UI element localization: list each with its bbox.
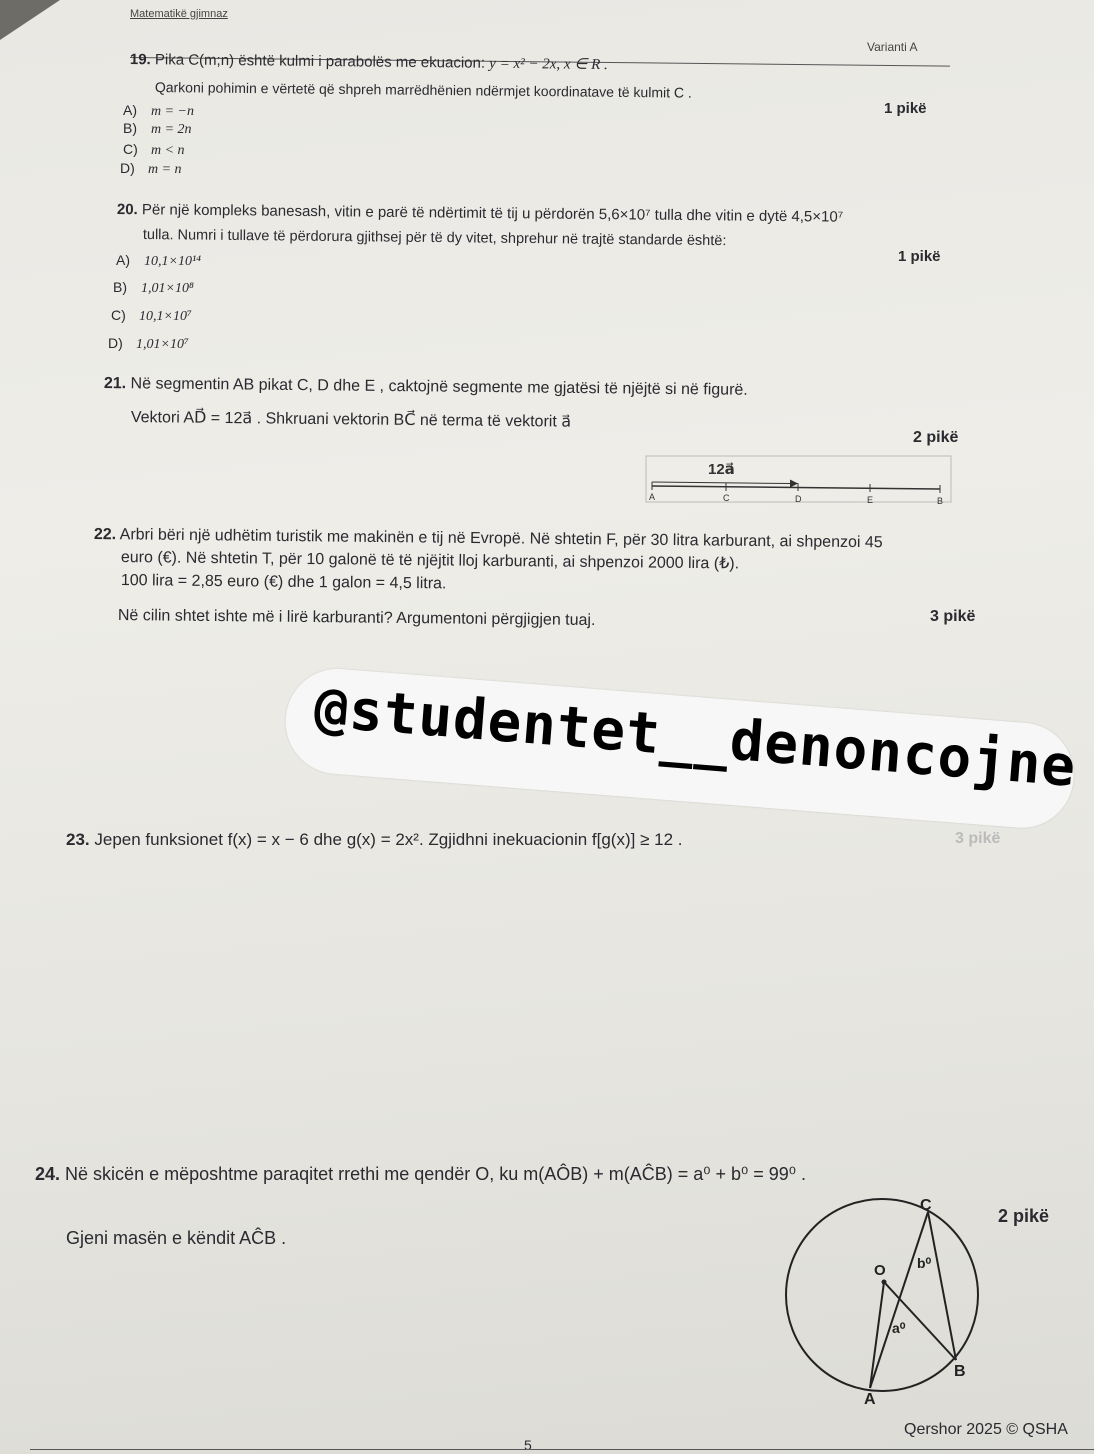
segment-label: 12a⃗ bbox=[708, 461, 735, 478]
q22-points: 3 pikë bbox=[930, 608, 976, 625]
q19-equation: y = x² − 2x, x ∈ R . bbox=[489, 55, 608, 74]
point-b-label: B bbox=[937, 496, 944, 506]
q20-option-c[interactable]: C) 10,1×10⁷ bbox=[111, 307, 192, 324]
point-o-label: O bbox=[874, 1262, 886, 1279]
header-variant: Varianti A bbox=[867, 40, 918, 54]
footer-date: Qershor 2025 © QSHA bbox=[904, 1421, 1068, 1438]
q23-line bbox=[66, 830, 682, 850]
q20-points: 1 pikë bbox=[898, 248, 941, 265]
q24-text: Në skicën e mëposhtme paraqitet rrethi me qendër O, ku m(AÔB) + m(AĈB) = a⁰ + b⁰ = 99⁰ . bbox=[65, 1164, 806, 1184]
chord-cb bbox=[928, 1212, 956, 1360]
q20-number: 20. bbox=[116, 200, 138, 219]
vector-arrowhead bbox=[790, 480, 798, 488]
q19-option-c[interactable]: C) m < n bbox=[123, 141, 185, 158]
q22-line4: Në cilin shtet ishte më i lirë karburanti? Argumentoni përgjigjen tuaj. bbox=[117, 606, 596, 630]
q22-number: 22. bbox=[93, 525, 117, 544]
q22-text: Arbri bëri një udhëtim turistik me makinën e tij në Evropë. Në shtetin F, për 30 litra karburant, ai shpenzoi 45 bbox=[119, 526, 883, 552]
q19-points: 1 pikë bbox=[884, 100, 927, 117]
q24-circle-figure bbox=[770, 1190, 1000, 1410]
q21-segment-figure bbox=[640, 452, 960, 510]
q19-number: 19. bbox=[129, 50, 151, 69]
page-number: 5 bbox=[524, 1437, 532, 1453]
vector-arrow bbox=[652, 482, 790, 484]
q23-number: 23. bbox=[66, 830, 90, 849]
watermark-text: @studentet__denoncojne bbox=[312, 675, 1079, 800]
q19-text: Pika C(m;n) është kulmi i parabolës me ekuacion: bbox=[154, 51, 486, 72]
q21-line2: Vektori AD⃗ = 12a⃗ . Shkruani vektorin BC⃗ në terma të vektorit a⃗ bbox=[130, 408, 572, 431]
header-subject: Matematikë gjimnaz bbox=[130, 8, 228, 20]
q21-number: 21. bbox=[103, 374, 127, 393]
point-e-label: E bbox=[867, 495, 874, 505]
q20-option-b[interactable]: B) 1,01×10⁸ bbox=[113, 279, 194, 296]
q20-option-a[interactable]: A) 10,1×10¹⁴ bbox=[116, 252, 202, 269]
q20-option-d[interactable]: D) 1,01×10⁷ bbox=[108, 335, 189, 352]
q22-line3: 100 lira = 2,85 euro (€) dhe 1 galon = 4,5 litra. bbox=[120, 571, 447, 593]
point-a-label: A bbox=[864, 1391, 876, 1408]
q24-line2: Gjeni masën e këndit AĈB . bbox=[66, 1228, 287, 1248]
q21-points: 2 pikë bbox=[913, 429, 959, 446]
q24-line1 bbox=[35, 1164, 806, 1184]
q24-number: 24. bbox=[35, 1164, 61, 1184]
angle-a-label: a⁰ bbox=[892, 1320, 906, 1336]
segment-line bbox=[652, 486, 940, 489]
point-a-label: A bbox=[649, 492, 656, 502]
point-d-label: D bbox=[795, 494, 802, 504]
q20-text: Për një kompleks banesash, vitin e parë të ndërtimit të tij u përdorën 5,6×10⁷ tulla dhe vitin e dytë 4,5×10⁷ bbox=[141, 201, 844, 226]
q19-option-d[interactable]: D) m = n bbox=[120, 160, 182, 177]
q19-line2: Qarkoni pohimin e vërtetë që shpreh marrëdhënien ndërmjet koordinatave të kulmit C . bbox=[154, 78, 692, 101]
q20-line2: tulla. Numri i tullave të përdorura gjithsej për të dy vitet, shprehur në trajtë standarde është: bbox=[142, 226, 727, 250]
point-c-label: C bbox=[920, 1197, 932, 1214]
q19-option-b[interactable]: B) m = 2n bbox=[123, 120, 192, 137]
q22-line2: euro (€). Në shtetin T, për 10 galonë të të njëjtit lloj karburanti, ai shpenzoi 2000 lira (₺). bbox=[120, 548, 740, 573]
angle-b-label: b⁰ bbox=[917, 1255, 932, 1271]
q24-points: 2 pikë bbox=[998, 1206, 1050, 1226]
center-o bbox=[882, 1280, 887, 1285]
q23-text: Jepen funksionet f(x) = x − 6 dhe g(x) = 2x². Zgjidhni inekuacionin f[g(x)] ≥ 12 . bbox=[94, 830, 683, 849]
chord-ac bbox=[870, 1212, 928, 1388]
point-b-label: B bbox=[954, 1363, 966, 1380]
q23-points: 3 pikë bbox=[955, 830, 1001, 847]
footer-rule bbox=[30, 1449, 1094, 1450]
point-c-label: C bbox=[723, 493, 730, 503]
q21-text: Në segmentin AB pikat C, D dhe E , caktojnë segmente me gjatësi të njëjtë si në figurë. bbox=[130, 375, 748, 399]
q19-option-a[interactable]: A) m = −n bbox=[123, 102, 195, 119]
radius-oa bbox=[870, 1282, 884, 1388]
